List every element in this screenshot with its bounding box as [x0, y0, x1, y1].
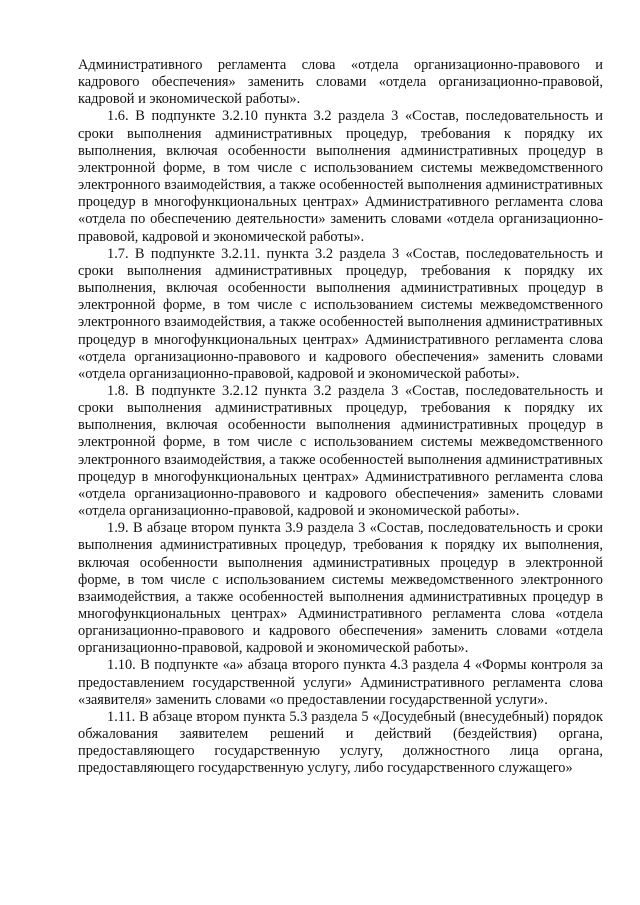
paragraph-1-6: 1.6. В подпункте 3.2.10 пункта 3.2 раздела 3 «Состав, последовательность и сроки выполнения административных процедур, требования к порядку их выполнения, включая особенности выполнения административных процедур в электронной форме, в том числе с использованием системы межведомственного электронного взаимодействия, а также особенностей выполнения административных процедур в многофункциональных центрах» Административного регламента слова «отдела по обеспечению деятельности» заменить словами «отдела организационно-правовой, кадровой и экономической работы».	[78, 108, 603, 245]
paragraph-1-10: 1.10. В подпункте «а» абзаца второго пункта 4.3 раздела 4 «Формы контроля за предоставлением государственной услуги» Административного регламента слова «заявителя» заменить словами «о предоставлении государственной услуги».	[78, 657, 603, 708]
paragraph-1-7: 1.7. В подпункте 3.2.11. пункта 3.2 раздела 3 «Состав, последовательность и сроки выполнения административных процедур, требования к порядку их выполнения, включая особенности выполнения административных процедур в электронной форме, в том числе с использованием системы межведомственного электронного взаимодействия, а также особенностей выполнения административных процедур в многофункциональных центрах» Административного регламента слова «отдела организационно-правового и кадрового обеспечения» заменить словами «отдела организационно-правовой, кадровой и экономической работы».	[78, 245, 603, 382]
document-page	[78, 57, 603, 778]
paragraph-continuation: Административного регламента слова «отдела организационно-правового и кадрового обеспечения» заменить словами «отдела организационно-правовой, кадровой и экономической работы».	[78, 57, 603, 108]
paragraph-1-8: 1.8. В подпункте 3.2.12 пункта 3.2 раздела 3 «Состав, последовательность и сроки выполнения административных процедур, требования к порядку их выполнения, включая особенности выполнения административных процедур в электронной форме, в том числе с использованием системы межведомственного электронного взаимодействия, а также особенностей выполнения административных процедур в многофункциональных центрах» Административного регламента слова «отдела организационно-правового и кадрового обеспечения» заменить словами «отдела организационно-правовой, кадровой и экономической работы».	[78, 382, 603, 520]
paragraph-1-11: 1.11. В абзаце втором пункта 5.3 раздела 5 «Досудебный (внесудебный) порядок обжалования заявителем решений и действий (бездействия) органа, предоставляющего государственную услугу, должностного лица органа, предоставляющего государственную услугу, либо государственного служащего»	[78, 708, 603, 777]
paragraph-1-9: 1.9. В абзаце втором пункта 3.9 раздела 3 «Состав, последовательность и сроки выполнения административных процедур, требования к порядку их выполнения, включая особенности выполнения административных процедур в электронной форме, в том числе с использованием системы межведомственного электронного взаимодействия, а также особенностей выполнения административных процедур в многофункциональных центрах» Административного регламента слова «отдела организационно-правового и кадрового обеспечения» заменить словами «отдела организационно-правовой, кадровой и экономической работы».	[78, 520, 603, 657]
